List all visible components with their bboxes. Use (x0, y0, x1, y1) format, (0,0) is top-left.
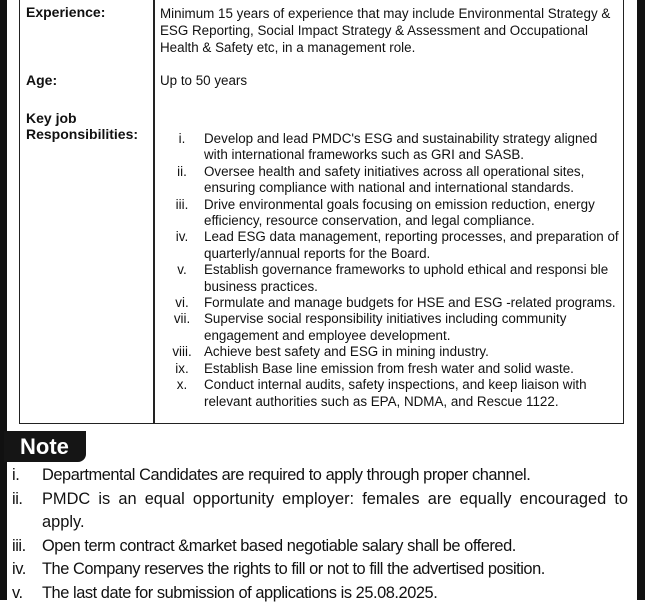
item-number: x. (160, 377, 204, 410)
notes-list (12, 464, 628, 605)
list-item (160, 197, 622, 230)
item-text: Formulate and manage budgets for HSE and ESG -related programs. (204, 295, 622, 311)
item-number: ii. (160, 164, 204, 197)
item-number: iii. (160, 197, 204, 230)
item-text: Achieve best safety and ESG in mining industry. (204, 344, 622, 360)
item-number: i. (160, 131, 204, 164)
list-item (160, 262, 622, 295)
item-text: Conduct internal audits, safety inspections, and keep liaison with relevant authorities such as EPA, NDMA, and Rescue 1122. (204, 377, 622, 410)
list-item (160, 344, 622, 360)
item-number: vii. (160, 311, 204, 344)
list-item (160, 361, 622, 377)
label-line: Key job (26, 110, 138, 126)
item-text: Develop and lead PMDC's ESG and sustainability strategy aligned with international frameworks such as GRI and SASB. (204, 131, 622, 164)
note-item (12, 464, 628, 488)
item-text: The last date for submission of applications is 25.08.2025. (42, 582, 628, 605)
item-number: v. (12, 582, 42, 605)
list-item (160, 131, 622, 164)
item-text: Lead ESG data management, reporting processes, and preparation of quarterly/annual reports for the Board. (204, 229, 622, 262)
responsibilities-label (26, 110, 138, 142)
page-frame-right (637, 0, 645, 600)
item-text: Open term contract &market based negotiable salary shall be offered. (42, 535, 628, 559)
item-number: viii. (160, 344, 204, 360)
label-line: Responsibilities: (26, 126, 138, 142)
column-divider (153, 0, 155, 424)
item-number: i. (12, 464, 42, 488)
age-label: Age: (26, 72, 57, 88)
item-number: vi. (160, 295, 204, 311)
note-item (12, 535, 628, 559)
item-text: Establish Base line emission from fresh water and solid waste. (204, 361, 622, 377)
list-item (160, 377, 622, 410)
item-number: ix. (160, 361, 204, 377)
item-number: iv. (12, 558, 42, 582)
note-heading: Note (4, 431, 86, 462)
note-item (12, 558, 628, 582)
list-item (160, 229, 622, 262)
experience-value: Minimum 15 years of experience that may include Environmental Strategy & ESG Reporting, Social Impact Strategy & Assessment and Occupational Health & Safety etc, in a management role. (160, 5, 622, 56)
page-frame-left (0, 0, 7, 600)
experience-label: Experience: (26, 4, 105, 20)
item-number: iii. (12, 535, 42, 559)
item-text: Drive environmental goals focusing on emission reduction, energy efficiency, resource conservation, and legal compliance. (204, 197, 622, 230)
list-item (160, 311, 622, 344)
list-item (160, 295, 622, 311)
item-text: Supervise social responsibility initiatives including community engagement and employee development. (204, 311, 622, 344)
note-item (12, 488, 628, 535)
item-number: v. (160, 262, 204, 295)
responsibilities-list (160, 131, 622, 410)
item-number: iv. (160, 229, 204, 262)
item-text: Establish governance frameworks to uphold ethical and responsi ble business practices. (204, 262, 622, 295)
item-text: Departmental Candidates are required to apply through proper channel. (42, 464, 628, 488)
item-text: The Company reserves the rights to fill or not to fill the advertised position. (42, 558, 628, 582)
note-item (12, 582, 628, 605)
item-number: ii. (12, 488, 42, 535)
age-value: Up to 50 years (160, 72, 622, 89)
item-text: Oversee health and safety initiatives across all operational sites, ensuring compliance with national and international standards. (204, 164, 622, 197)
list-item (160, 164, 622, 197)
item-text: PMDC is an equal opportunity employer: females are equally encouraged to apply. (42, 488, 628, 535)
